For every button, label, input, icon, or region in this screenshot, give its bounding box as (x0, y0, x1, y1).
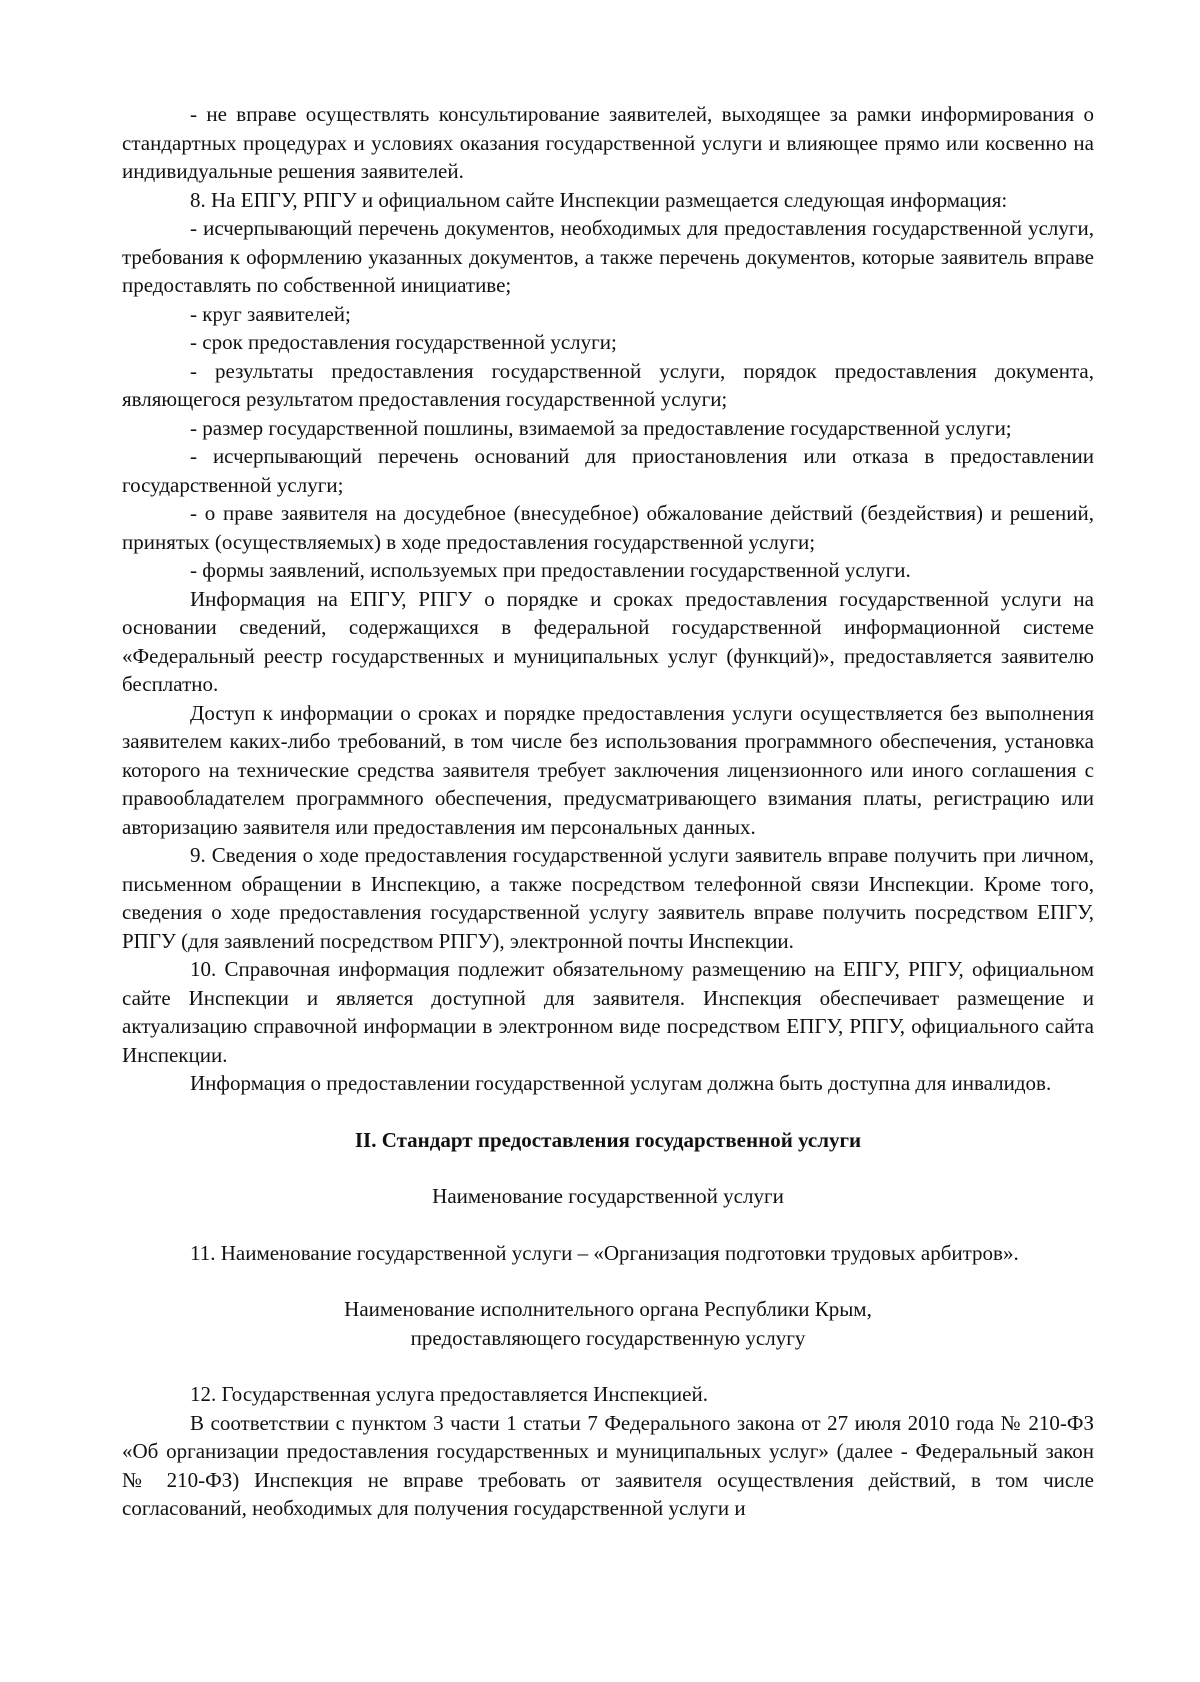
document-page (122, 100, 1094, 1523)
list-item: - круг заявителей; (190, 301, 351, 326)
subheading-authority-line-1: Наименование исполнительного органа Республики Крым, (344, 1297, 872, 1321)
subheading-service-name: Наименование государственной услуги (432, 1184, 784, 1208)
paragraph: В соответствии с пунктом 3 части 1 статьи 7 Федерального закона от 27 июля 2010 года № 210-ФЗ «Об организации предоставления государственных и муниципальных услуг» (далее - Федеральный закон № 210-ФЗ) Инспекция не вправе требовать от заявителя осуществления действий, в том числе согласований, необходимых для получения государственной услуги и (122, 1410, 1094, 1520)
paragraph: Информация на ЕПГУ, РПГУ о порядке и сроках предоставления государственной услуги на основании сведений, содержащихся в федеральной государственной информационной системе «Федеральный реестр государственных и муниципальных услуг (функций)», предоставляется заявителю бесплатно. (122, 586, 1094, 696)
list-item: - исчерпывающий перечень документов, необходимых для предоставления государственной услуги, требования к оформлению указанных документов, а также перечень документов, которые заявитель вправе предоставлять по собственной инициативе; (122, 216, 1094, 297)
list-item: - о праве заявителя на досудебное (внесудебное) обжалование действий (бездействия) и решений, принятых (осуществляемых) в ходе предоставления государственной услуги; (122, 501, 1094, 554)
list-item: - срок предоставления государственной услуги; (190, 330, 617, 354)
paragraph: 10. Справочная информация подлежит обязательному размещению на ЕПГУ, РПГУ, официальном сайте Инспекции и является доступной для заявителя. Инспекция обеспечивает размещение и актуализацию справочной информации в электронном виде посредством ЕПГУ, РПГУ, официального сайта Инспекции. (122, 957, 1094, 1067)
paragraph: Информация о предоставлении государственной услугам должна быть доступна для инвалидов. (190, 1071, 1052, 1095)
section-heading: II. Стандарт предоставления государственной услуги (354, 1127, 862, 1152)
paragraph: 9. Сведения о ходе предоставления государственной услуги заявитель вправе получить при личном, письменном обращении в Инспекцию, а также посредством телефонной связи Инспекции. Кроме того, сведения о ходе предоставления государственной услугу заявитель вправе получить посредством ЕПГУ, РПГУ (для заявлений посредством РПГУ), электронной почты Инспекции. (122, 843, 1094, 953)
list-item: - формы заявлений, используемых при предоставлении государственной услуги. (190, 558, 911, 582)
subheading-authority-line-2: предоставляющего государственную услугу (410, 1325, 806, 1350)
paragraph: Доступ к информации о сроках и порядке предоставления услуги осуществляется без выполнения заявителем каких-либо требований, в том числе без использования программного обеспечения, установка которого на технические средства заявителя требует заключения лицензионного или иного соглашения с правообладателем программного обеспечения, предусматривающего взимания платы, регистрацию или авторизацию заявителя или предоставления им персональных данных. (122, 700, 1094, 839)
paragraph: 11. Наименование государственной услуги – «Организация подготовки трудовых арбитров». (190, 1240, 1019, 1265)
list-item: - размер государственной пошлины, взимаемой за предоставление государственной услуги; (190, 415, 1012, 440)
list-item: - исчерпывающий перечень оснований для приостановления или отказа в предоставлении государственной услуги; (122, 444, 1094, 497)
paragraph: 12. Государственная услуга предоставляется Инспекцией. (190, 1382, 708, 1406)
paragraph: - не вправе осуществлять консультирование заявителей, выходящее за рамки информирования о стандартных процедурах и условиях оказания государственной услуги и влияющее прямо или косвенно на индивидуальные решения заявителей. (122, 102, 1094, 183)
list-item: - результаты предоставления государственной услуги, порядок предоставления документа, являющегося результатом предоставления государственной услуги; (122, 358, 1094, 411)
paragraph: 8. На ЕПГУ, РПГУ и официальном сайте Инспекции размещается следующая информация: (190, 187, 1008, 212)
